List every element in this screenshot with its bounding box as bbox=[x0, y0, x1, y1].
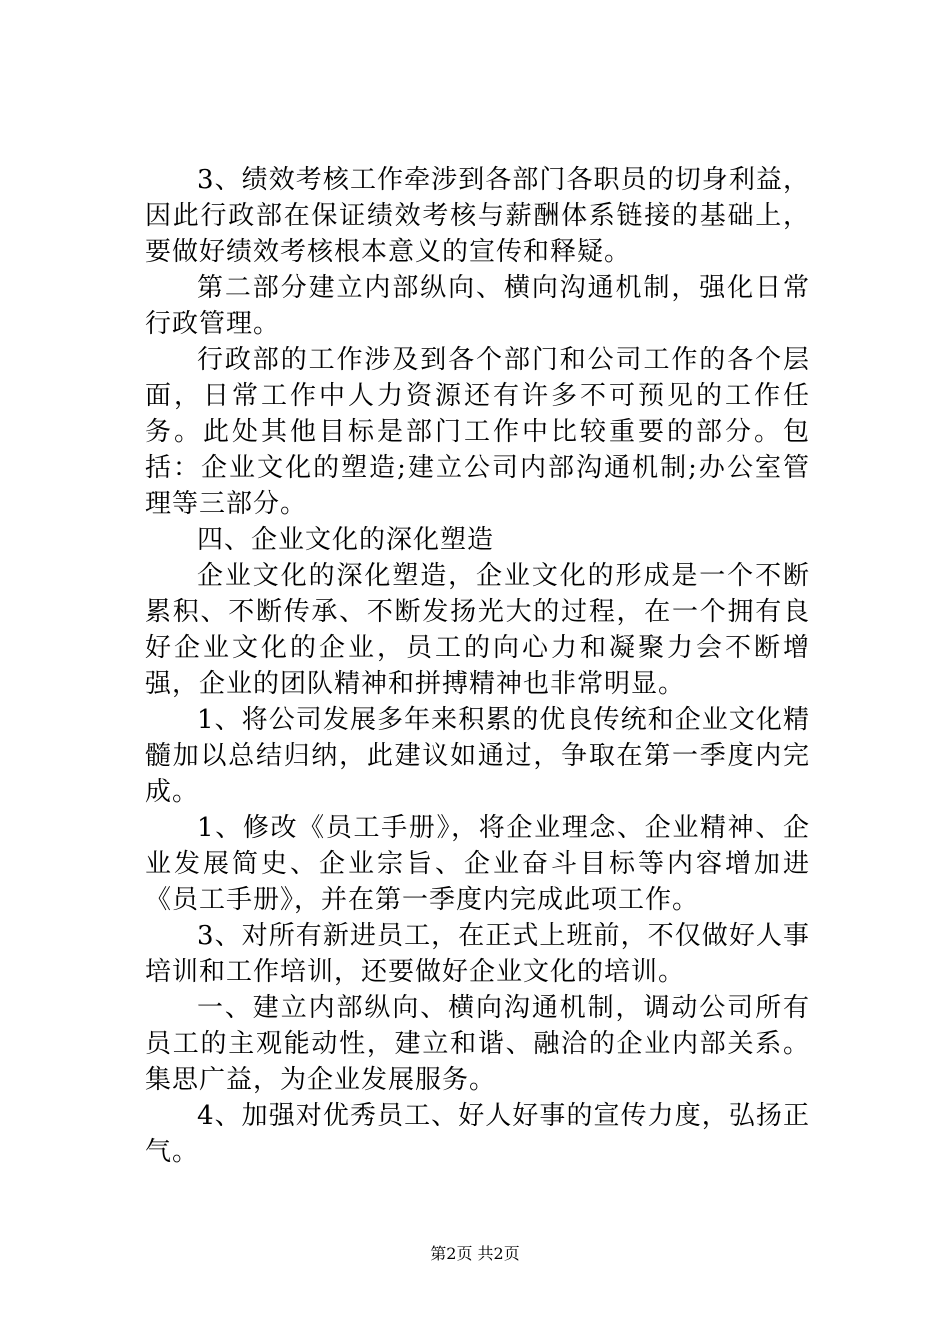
paragraph-9: 一、建立内部纵向、横向沟通机制，调动公司所有员工的主观能动性，建立和谐、融洽的企业内部关系。集思广益，为企业发展服务。 bbox=[145, 993, 810, 1095]
paragraph-1: 3、绩效考核工作牵涉到各部门各职员的切身利益，因此行政部在保证绩效考核与薪酬体系链接的基础上，要做好绩效考核根本意义的宣传和释疑。 bbox=[145, 165, 810, 267]
document-body bbox=[145, 162, 810, 1170]
page-footer bbox=[0, 1244, 950, 1264]
section-heading: 四、企业文化的深化塑造 bbox=[197, 525, 495, 555]
paragraph-3: 行政部的工作涉及到各个部门和公司工作的各个层面，日常工作中人力资源还有许多不可预见的工作任务。此处其他目标是部门工作中比较重要的部分。包括：企业文化的塑造;建立公司内部沟通机制;办公室管理等三部分。 bbox=[145, 345, 810, 519]
paragraph-7: 1、修改《员工手册》，将企业理念、企业精神、企业发展简史、企业宗旨、企业奋斗目标等内容增加进《员工手册》，并在第一季度内完成此项工作。 bbox=[145, 813, 810, 915]
paragraph-2: 第二部分建立内部纵向、横向沟通机制，强化日常行政管理。 bbox=[145, 273, 810, 339]
paragraph-10: 4、加强对优秀员工、好人好事的宣传力度，弘扬正气。 bbox=[145, 1101, 810, 1167]
paragraph-5: 企业文化的深化塑造，企业文化的形成是一个不断累积、不断传承、不断发扬光大的过程，在一个拥有良好企业文化的企业，员工的向心力和凝聚力会不断增强，企业的团队精神和拼搏精神也非常明显。 bbox=[145, 561, 810, 699]
page-number: 第2页 共2页 bbox=[430, 1244, 520, 1263]
paragraph-6: 1、将公司发展多年来积累的优良传统和企业文化精髓加以总结归纳，此建议如通过，争取在第一季度内完成。 bbox=[145, 705, 810, 807]
paragraph-8: 3、对所有新进员工，在正式上班前，不仅做好人事培训和工作培训，还要做好企业文化的培训。 bbox=[145, 921, 810, 987]
